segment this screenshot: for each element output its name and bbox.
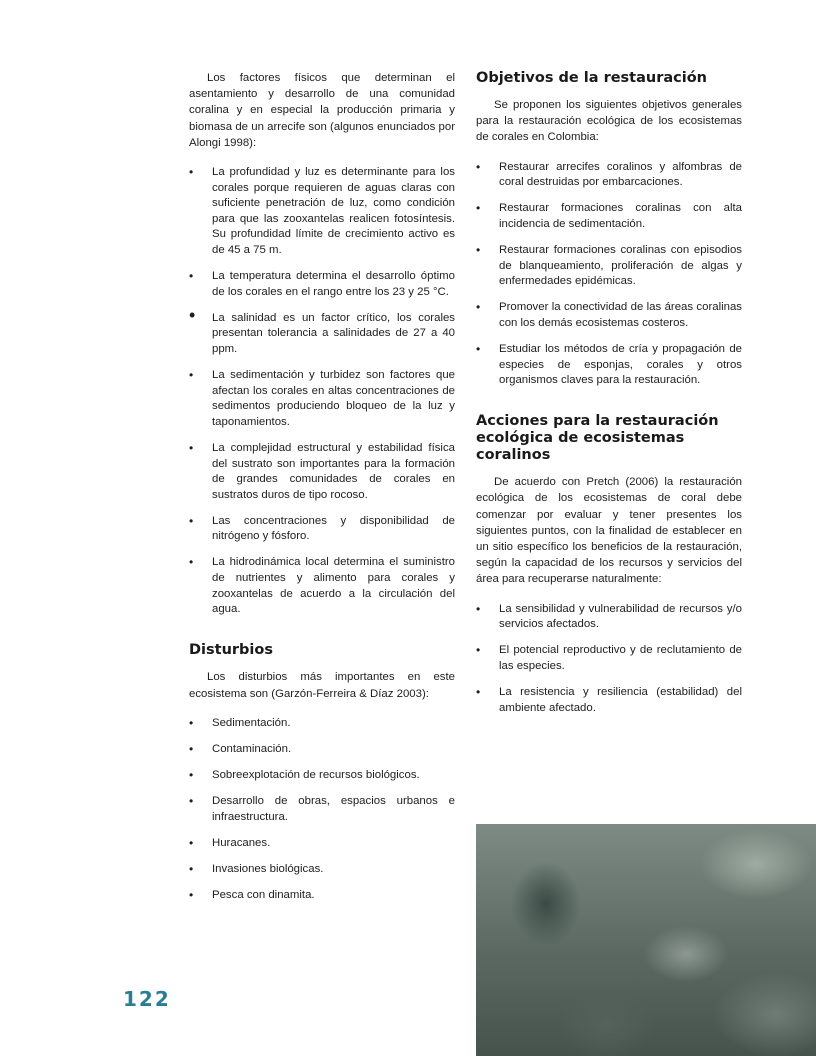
- list-item: • La complejidad estructural y estabilidad física del sustrato son importantes para la formación de grandes comunidades de corales en sustratos duros de tipo rocoso.: [189, 440, 455, 501]
- list-item: • Desarrollo de obras, espacios urbanos e infraestructura.: [189, 794, 455, 823]
- bullet-icon: •: [476, 341, 481, 356]
- disturbios-intro: Los disturbios más importantes en este ecosistema son (Garzón-Ferreira & Díaz 2003):: [189, 671, 455, 700]
- list-item: • Contaminación.: [189, 741, 292, 756]
- disturbios-heading: Disturbios: [189, 642, 273, 659]
- list-item: • La resistencia y resiliencia (estabilidad) del ambiente afectado.: [476, 685, 742, 714]
- left-column: [189, 70, 455, 914]
- bullet-icon: •: [189, 715, 194, 730]
- list-item: • Invasiones biológicas.: [189, 861, 324, 876]
- disturbios-list: [189, 716, 455, 904]
- list-item: • Sedimentación.: [189, 715, 291, 730]
- bullet-icon: •: [476, 159, 481, 174]
- factors-intro: Los factores físicos que determinan el asentamiento y desarrollo de una comunidad coralina y en especial la producción primaria y biomasa de un arrecife son (algunos enunciados por Alongi 1998):: [189, 72, 455, 149]
- bullet-icon: •: [189, 741, 194, 756]
- bullet-icon: •: [476, 601, 481, 616]
- acciones-heading: Acciones para la restauración ecológica de ecosistemas coralinos: [476, 413, 719, 464]
- bullet-icon: •: [476, 201, 481, 216]
- right-column: [476, 70, 742, 727]
- objetivos-list: [476, 160, 742, 389]
- acciones-intro: De acuerdo con Pretch (2006) la restauración ecológica de los ecosistemas de coral debe comenzar por evaluar y tener presentes los siguientes puntos, con la finalidad de establecer en un sitio específico los beneficios de la restauración, según la capacidad de los recursos y servicios del área para recuperarse naturalmente:: [476, 476, 742, 586]
- bullet-icon: •: [189, 767, 194, 782]
- bullet-icon: •: [476, 300, 481, 315]
- list-item: • La hidrodinámica local determina el suministro de nutrientes y alimento para corales y zooxantelas de acuerdo a la circulación del agua.: [189, 555, 455, 616]
- bullet-icon: •: [189, 368, 194, 383]
- bullet-icon: •: [476, 643, 481, 658]
- bullet-icon: •: [189, 794, 194, 809]
- list-item: • Sobreexplotación de recursos biológicos.: [189, 767, 420, 782]
- objetivos-intro: Se proponen los siguientes objetivos generales para la restauración ecológica de los ecosistemas de corales en Colombia:: [476, 99, 742, 144]
- list-item: • La profundidad y luz es determinante para los corales porque requieren de aguas claras con suficiente penetración de luz, como condición para que las zooxantelas realicen fotosíntesis. Su profundidad límite de crecimiento activo es de 45 a 75 m.: [189, 165, 455, 256]
- list-item: • Estudiar los métodos de cría y propagación de especies de esponjas, corales y otros organismos claves para la restauración.: [476, 341, 742, 387]
- bullet-icon: •: [189, 835, 194, 850]
- list-item: • La salinidad es un factor crítico, los corales presentan tolerancia a salinidades de 27 a 40 ppm.: [189, 304, 455, 355]
- list-item: • Las concentraciones y disponibilidad de nitrógeno y fósforo.: [189, 513, 455, 543]
- list-item: • Restaurar formaciones coralinas con episodios de blanqueamiento, proliferación de algas y enfermedades epidémicas.: [476, 242, 742, 288]
- list-item: • La sedimentación y turbidez son factores que afectan los corales en altas concentraciones de sedimentos produciendo bloqueo de la luz y taponamientos.: [189, 368, 455, 428]
- bullet-icon: •: [189, 304, 196, 325]
- bullet-icon: •: [189, 440, 194, 455]
- bullet-icon: •: [476, 685, 481, 700]
- bullet-icon: •: [189, 861, 194, 876]
- list-item: • El potencial reproductivo y de reclutamiento de las especies.: [476, 643, 742, 672]
- bullet-icon: •: [189, 555, 194, 570]
- bullet-icon: •: [189, 269, 194, 284]
- coral-reef-photo: [476, 824, 816, 1056]
- page-number: 122: [123, 987, 171, 1011]
- factors-list: [189, 165, 455, 618]
- objetivos-heading: Objetivos de la restauración: [476, 70, 708, 86]
- bullet-icon: •: [476, 242, 481, 257]
- list-item: • Promover la conectividad de las áreas coralinas con los demás ecosistemas costeros.: [476, 300, 742, 329]
- list-item: • Huracanes.: [189, 835, 271, 850]
- bullet-icon: •: [189, 165, 194, 180]
- list-item: • Restaurar arrecifes coralinos y alfombras de coral destruidas por embarcaciones.: [476, 159, 742, 189]
- list-item: • La sensibilidad y vulnerabilidad de recursos y/o servicios afectados.: [476, 601, 742, 631]
- bullet-icon: •: [189, 513, 194, 528]
- list-item: • Pesca con dinamita.: [189, 887, 315, 902]
- bullet-icon: •: [189, 887, 194, 902]
- list-item: • Restaurar formaciones coralinas con alta incidencia de sedimentación.: [476, 201, 742, 230]
- acciones-list: [476, 602, 742, 717]
- list-item: • La temperatura determina el desarrollo óptimo de los corales en el rango entre los 23 y 25 °C.: [189, 269, 455, 298]
